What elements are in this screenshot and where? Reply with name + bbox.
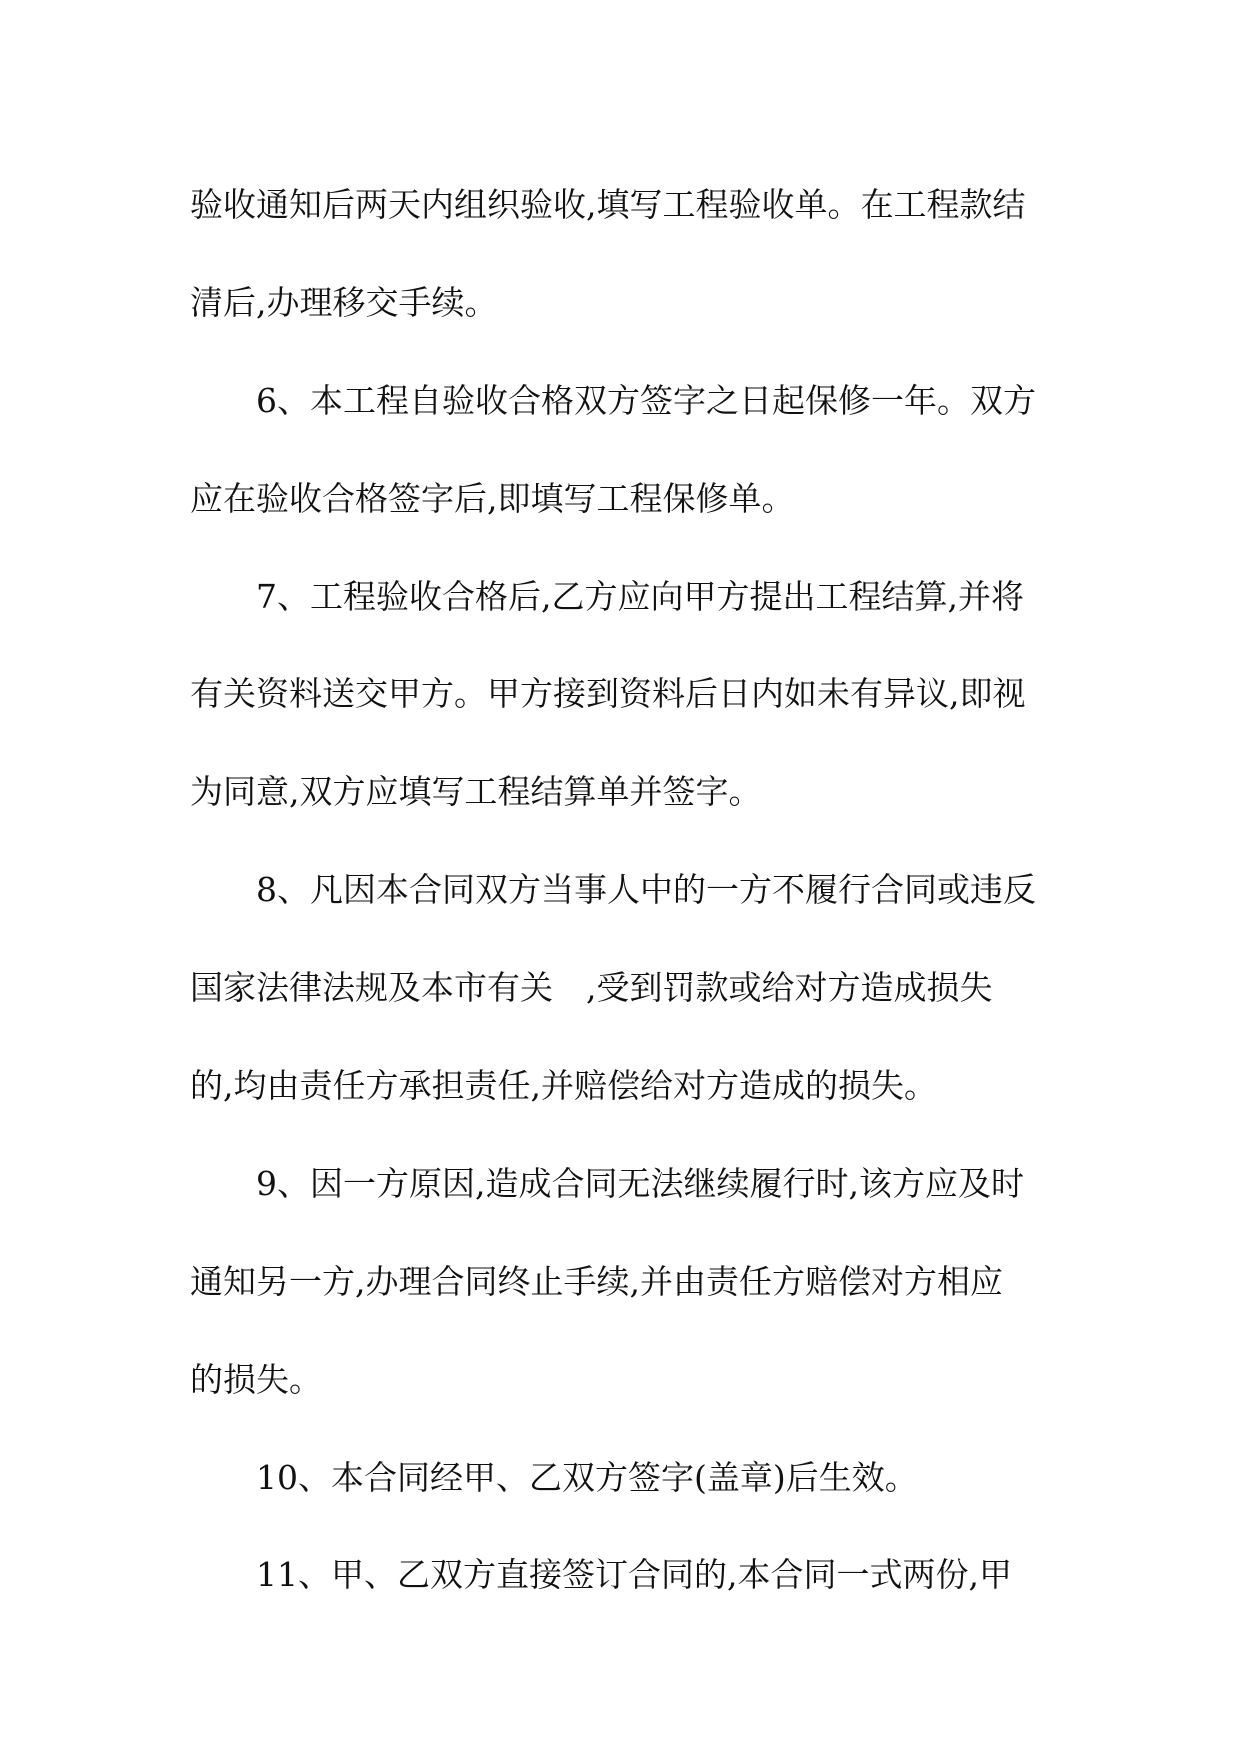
text-line: 10、本合同经甲、乙双方签字(盖章)后生效。 — [256, 1457, 918, 1497]
clause-10 — [190, 1429, 1060, 1527]
text-line: 验收通知后两天内组织验收,填写工程验收单。在工程款结 — [190, 185, 1026, 224]
clause-6 — [190, 352, 1060, 548]
text-line: 国家法律法规及本市有关 ,受到罚款或给对方造成损失 — [190, 968, 993, 1008]
text-line: 的,均由责任方承担责任,并赔偿给对方造成的损失。 — [190, 1066, 937, 1106]
text-line: 11、甲、乙双方直接签订合同的,本合同一式两份,甲 — [256, 1555, 1012, 1595]
clause-9 — [190, 1135, 1060, 1429]
text-line: 应在验收合格签字后,即填写工程保修单。 — [190, 478, 795, 518]
paragraph-continuation — [190, 156, 1060, 352]
clause-7 — [190, 548, 1060, 842]
text-line: 6、本工程自验收合格双方签字之日起保修一年。双方 — [256, 380, 1036, 420]
text-line: 9、因一方原因,造成合同无法继续履行时,该方应及时 — [256, 1163, 1024, 1203]
text-line: 的损失。 — [190, 1359, 322, 1399]
text-line: 有关资料送交甲方。甲方接到资料后日内如未有异议,即视 — [190, 674, 1026, 714]
clause-11 — [190, 1526, 1060, 1624]
text-line: 清后,办理移交手续。 — [190, 282, 498, 322]
text-line: 7、工程验收合格后,乙方应向甲方提出工程结算,并将 — [256, 576, 1024, 616]
text-line: 为同意,双方应填写工程结算单并签字。 — [190, 772, 762, 812]
contract-body-text — [190, 156, 1060, 1624]
text-line: 8、凡因本合同双方当事人中的一方不履行合同或违反 — [256, 870, 1036, 910]
text-line: 通知另一方,办理合同终止手续,并由责任方赔偿对方相应 — [190, 1261, 1003, 1301]
clause-8 — [190, 841, 1060, 1135]
